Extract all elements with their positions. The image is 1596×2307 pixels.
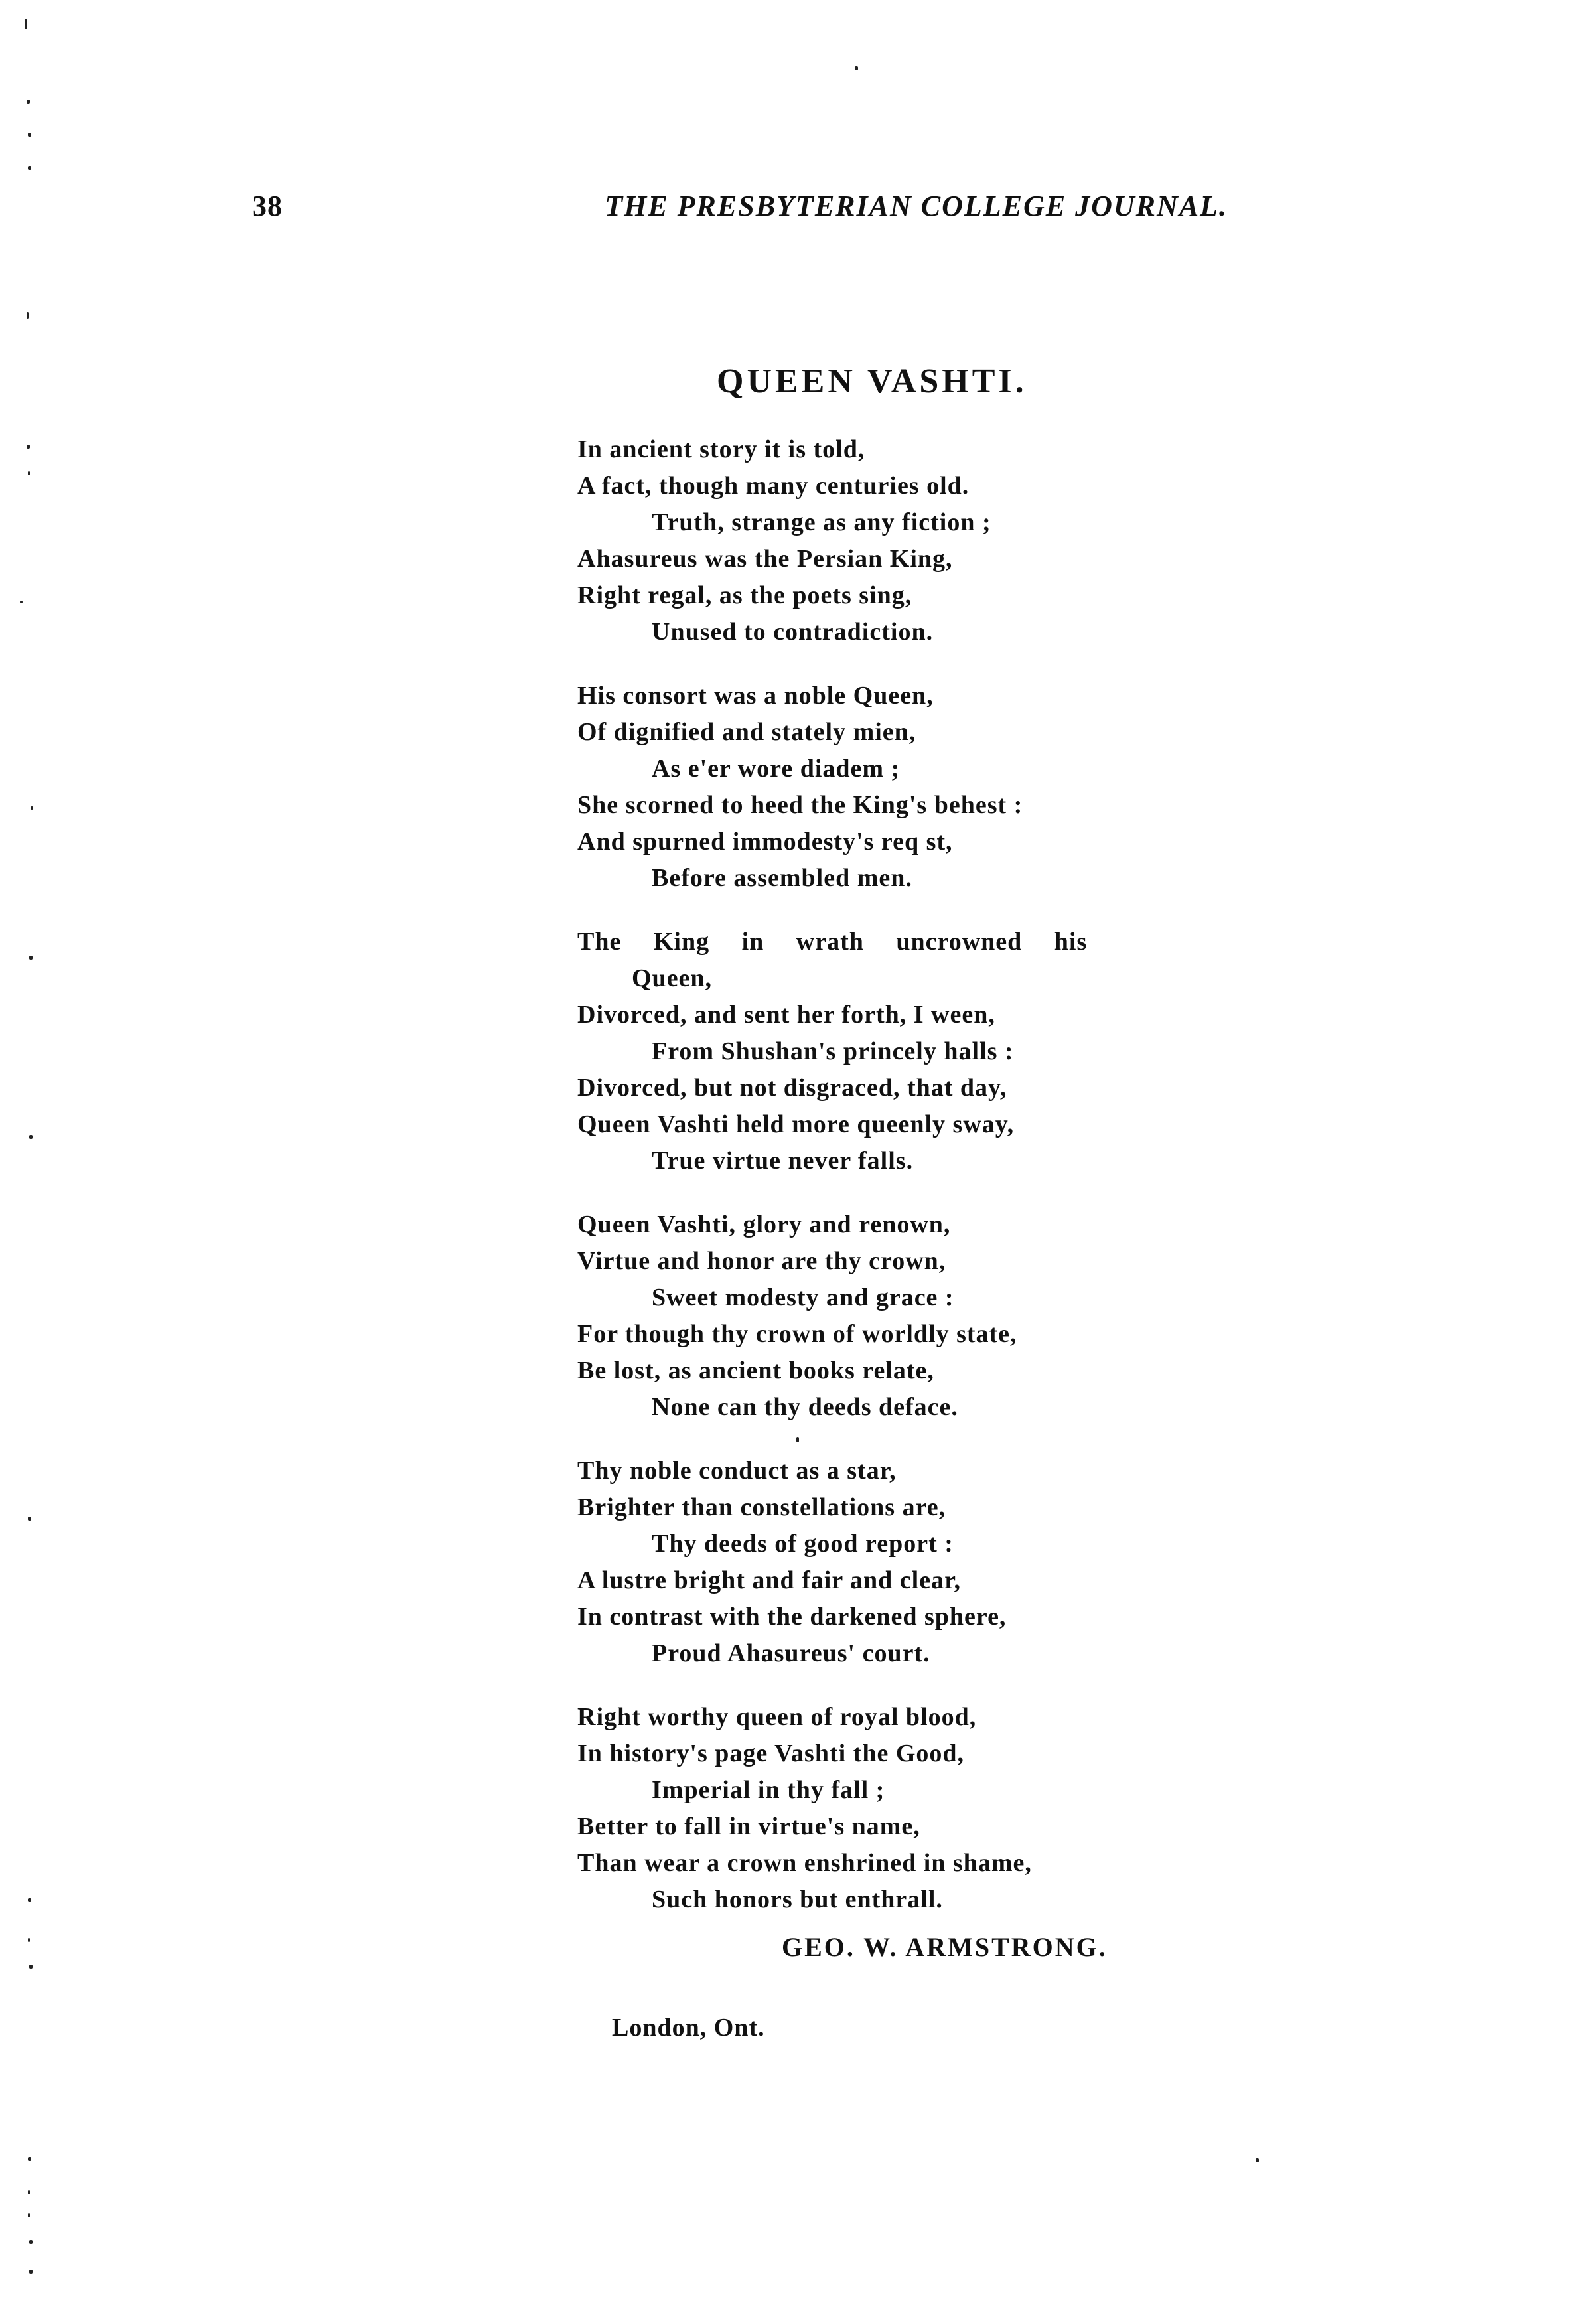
author-location: London, Ont. (612, 2014, 765, 2042)
scan-speck (28, 2213, 30, 2217)
poem-line: Divorced, but not disgraced, that day, (577, 1074, 1007, 1102)
poem-line: In history's page Vashti the Good, (577, 1740, 965, 1767)
scan-speck (796, 1437, 799, 1442)
poem-line: Queen Vashti, glory and renown, (577, 1211, 951, 1238)
poem-line: Unused to contradiction. (652, 618, 934, 646)
scan-speck (28, 2190, 30, 2194)
poem-line: Thy noble conduct as a star, (577, 1457, 897, 1485)
scan-speck (28, 1938, 30, 1942)
poem-line: A fact, though many centuries old. (577, 472, 970, 500)
poem-line: In ancient story it is told, (577, 435, 865, 463)
poem-body (577, 431, 1248, 1945)
poem-line: Right worthy queen of royal blood, (577, 1703, 977, 1731)
scan-speck (29, 1135, 33, 1139)
poem-line: Queen Vashti held more queenly sway, (577, 1110, 1015, 1138)
scan-speck (29, 2270, 33, 2274)
scan-speck (28, 2157, 31, 2161)
poem-line: The King in wrath uncrowned his (577, 928, 1088, 956)
poem-line: Of dignified and stately mien, (577, 718, 916, 746)
poem-line: His consort was a noble Queen, (577, 682, 934, 709)
scan-speck (29, 956, 33, 960)
poem-line: And spurned immodesty's req st, (577, 828, 953, 856)
poem-line: Proud Ahasureus' court. (652, 1639, 930, 1667)
poem-line: Better to fall in virtue's name, (577, 1813, 920, 1840)
stanza-2 (577, 678, 1248, 897)
poem-line: Such honors but enthrall. (652, 1886, 943, 1913)
stanza-5 (577, 1453, 1248, 1672)
poem-line: Queen, (632, 964, 713, 992)
poem-line: Thy deeds of good report : (652, 1530, 954, 1558)
poem-line: Virtue and honor are thy crown, (577, 1247, 946, 1275)
scan-speck (28, 1898, 31, 1902)
poem-line: In contrast with the darkened sphere, (577, 1603, 1007, 1631)
scan-speck (31, 806, 33, 810)
poem-line: Be lost, as ancient books relate, (577, 1357, 934, 1384)
journal-title: THE PRESBYTERIAN COLLEGE JOURNAL. (605, 190, 1228, 222)
poem-line: She scorned to heed the King's behest : (577, 791, 1023, 819)
poem-line: Before assembled men. (652, 864, 912, 892)
page-number: 38 (252, 190, 283, 222)
scan-speck (28, 166, 31, 170)
poem-line: None can thy deeds deface. (652, 1393, 958, 1421)
poem-line: Brighter than constellations are, (577, 1493, 946, 1521)
scan-speck (29, 1965, 33, 1969)
scan-speck (28, 1517, 31, 1521)
poem-line: From Shushan's princely halls : (652, 1037, 1014, 1065)
scan-speck (25, 19, 27, 29)
poem-line: Than wear a crown enshrined in shame, (577, 1849, 1032, 1877)
poem-line: True virtue never falls. (652, 1147, 914, 1175)
poem-line: Truth, strange as any fiction ; (652, 508, 991, 536)
stanza-3 (577, 924, 1248, 1179)
poem-line: Ahasureus was the Persian King, (577, 545, 953, 573)
stanza-6 (577, 1699, 1248, 1918)
poem-title: QUEEN VASHTI. (717, 362, 1027, 400)
running-head (252, 189, 1228, 236)
poem-line: As e'er wore diadem ; (652, 755, 901, 782)
stanza-4 (577, 1207, 1248, 1426)
scan-speck (1256, 2158, 1259, 2162)
poem-line: Divorced, and sent her forth, I ween, (577, 1001, 995, 1029)
poem-line: For though thy crown of worldly state, (577, 1320, 1017, 1348)
scan-speck (28, 471, 30, 475)
poem-line: Right regal, as the poets sing, (577, 581, 912, 609)
stanza-1 (577, 431, 1248, 650)
scan-speck (28, 133, 31, 137)
scan-speck (20, 601, 23, 603)
poem-line: Sweet modesty and grace : (652, 1284, 954, 1311)
poem-line: Imperial in thy fall ; (652, 1776, 885, 1804)
poem-line: A lustre bright and fair and clear, (577, 1566, 961, 1594)
author-signature: GEO. W. ARMSTRONG. (782, 1932, 1108, 1962)
scan-speck (855, 66, 858, 70)
scan-speck (27, 312, 29, 319)
scan-speck (29, 2240, 33, 2244)
scan-speck (27, 100, 30, 104)
scan-speck (27, 445, 30, 449)
